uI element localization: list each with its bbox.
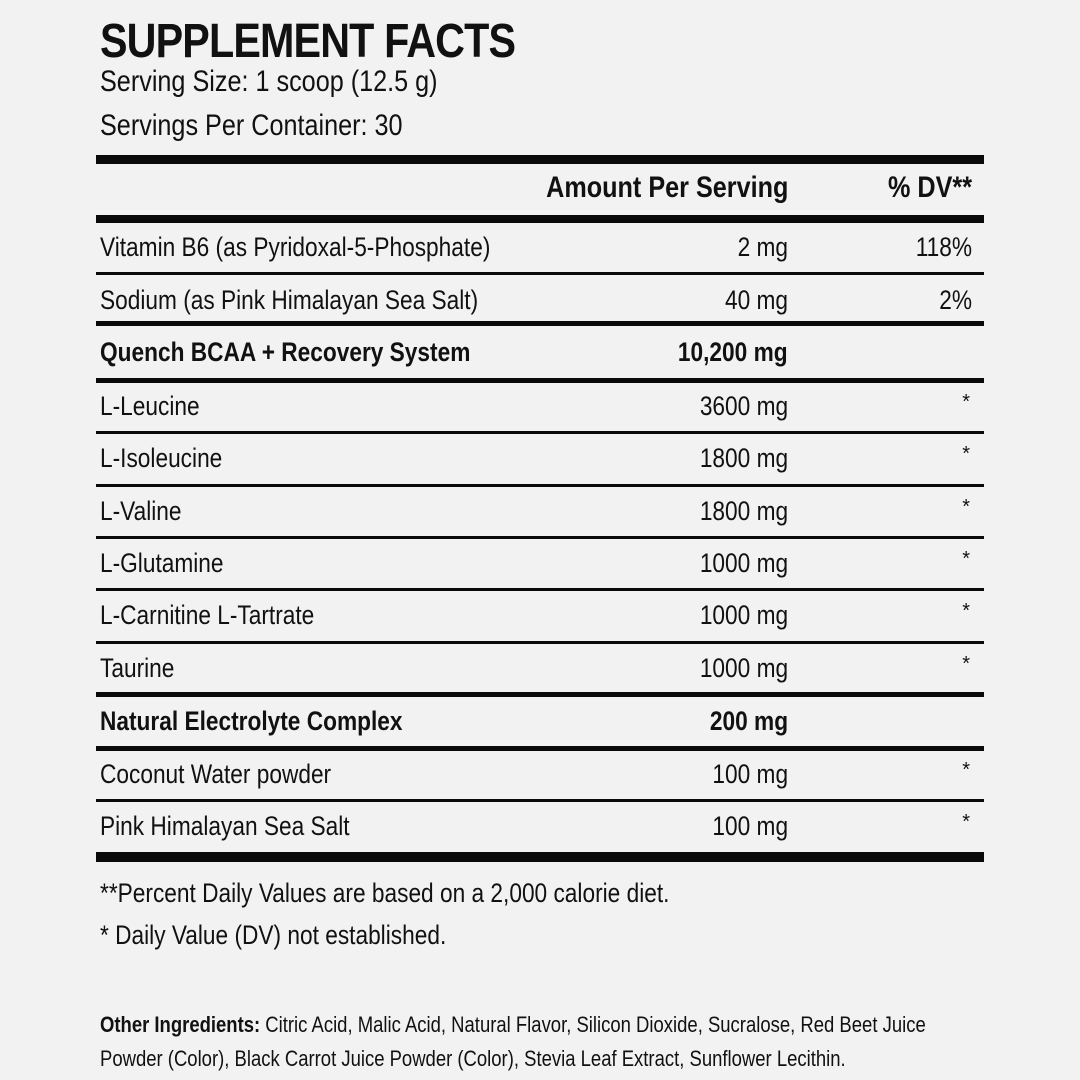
nutrient-amount: 2 mg [737, 232, 788, 262]
table-header [96, 166, 984, 210]
bottom-thick-rule [96, 852, 984, 862]
table-row-sodium [96, 278, 984, 322]
row-divider [96, 588, 984, 591]
ingredient-name: L-Isoleucine [100, 443, 223, 473]
ingredient-amount: 1800 mg [699, 496, 788, 526]
row-divider [96, 272, 984, 275]
row-divider [96, 484, 984, 487]
section-rule [96, 378, 984, 383]
dv-not-established-marker: * [962, 759, 970, 781]
table-row [96, 436, 984, 480]
row-divider [96, 431, 984, 434]
blend-row-electrolyte [96, 699, 984, 743]
footnote-dv-not-established: * Daily Value (DV) not established. [100, 920, 447, 950]
table-row [96, 804, 984, 848]
ingredient-amount: 3600 mg [699, 391, 788, 421]
dv-not-established-marker: * [962, 600, 970, 622]
dv-not-established-marker: * [962, 391, 970, 413]
ingredient-name: Pink Himalayan Sea Salt [100, 811, 350, 841]
table-row [96, 646, 984, 690]
nutrient-name: Vitamin B6 (as Pyridoxal-5-Phosphate) [100, 232, 491, 262]
row-divider [96, 799, 984, 802]
row-divider [96, 641, 984, 644]
dv-not-established-marker: * [962, 548, 970, 570]
table-row [96, 384, 984, 428]
ingredient-name: Coconut Water powder [100, 759, 332, 789]
ingredient-amount: 100 mg [712, 759, 788, 789]
section-rule [96, 321, 984, 326]
top-thick-rule [96, 155, 984, 164]
other-ingredients-text: Citric Acid, Malic Acid, Natural Flavor, Silicon Dioxide, Sucralose, Red Beet Juice Powder (Color), Black Carrot Juice Powder (Color), Stevia Leaf Extract, Sunflower Lecithin. [100, 1012, 926, 1071]
section-rule [96, 692, 984, 697]
table-row [96, 541, 984, 585]
ingredient-name: L-Valine [100, 496, 182, 526]
nutrient-amount: 40 mg [724, 285, 788, 315]
ingredient-amount: 100 mg [712, 811, 788, 841]
header-dv: % DV** [887, 171, 972, 204]
ingredient-amount: 1000 mg [699, 600, 788, 630]
header-rule [96, 215, 984, 223]
serving-size: Serving Size: 1 scoop (12.5 g) [100, 65, 438, 98]
dv-not-established-marker: * [962, 443, 970, 465]
blend-row-bcaa [96, 330, 984, 374]
table-row [96, 593, 984, 637]
blend-amount: 10,200 mg [678, 337, 788, 367]
ingredient-name: L-Glutamine [100, 548, 224, 578]
nutrient-dv: 118% [915, 232, 972, 262]
other-ingredients [100, 1008, 982, 1076]
row-divider [96, 536, 984, 539]
ingredient-amount: 1000 mg [699, 548, 788, 578]
ingredient-name: Taurine [100, 653, 175, 683]
table-row [96, 752, 984, 796]
other-ingredients-label: Other Ingredients: [100, 1012, 261, 1037]
nutrient-name: Sodium (as Pink Himalayan Sea Salt) [100, 285, 479, 315]
footnote-percent-dv: **Percent Daily Values are based on a 2,000 calorie diet. [100, 878, 670, 908]
blend-name: Natural Electrolyte Complex [100, 706, 403, 736]
ingredient-name: L-Leucine [100, 391, 200, 421]
section-rule [96, 746, 984, 751]
dv-not-established-marker: * [962, 496, 970, 518]
ingredient-amount: 1800 mg [699, 443, 788, 473]
blend-amount: 200 mg [709, 706, 788, 736]
ingredient-name: L-Carnitine L-Tartrate [100, 600, 315, 630]
servings-per-container: Servings Per Container: 30 [100, 109, 403, 142]
dv-not-established-marker: * [962, 653, 970, 675]
table-row-vitamin-b6 [96, 225, 984, 269]
header-amount: Amount Per Serving [545, 171, 788, 204]
blend-name: Quench BCAA + Recovery System [100, 337, 471, 367]
ingredient-amount: 1000 mg [699, 653, 788, 683]
dv-not-established-marker: * [962, 811, 970, 833]
panel-title: SUPPLEMENT FACTS [100, 15, 516, 68]
table-row [96, 489, 984, 533]
nutrient-dv: 2% [939, 285, 972, 315]
